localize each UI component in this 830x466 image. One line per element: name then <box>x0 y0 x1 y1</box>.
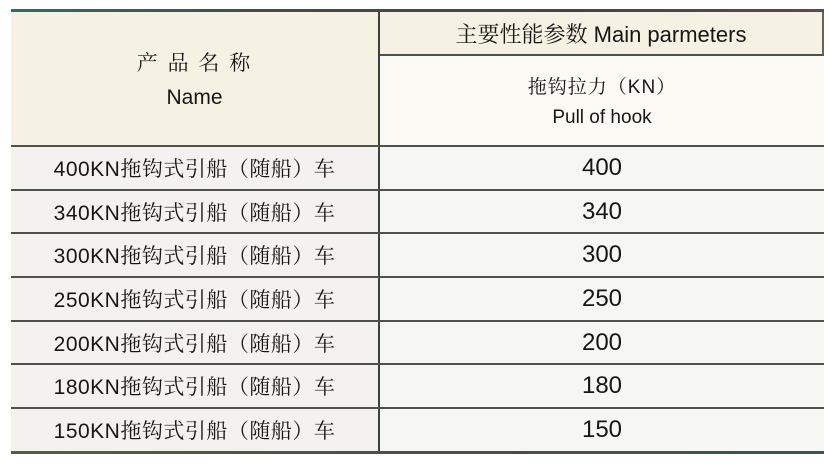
table-row <box>11 320 824 364</box>
product-name-cell: 340KN拖钩式引船（随船）车 <box>11 191 380 233</box>
product-name-header-cell <box>11 12 380 145</box>
pull-value-cell: 150 <box>380 409 824 451</box>
table-row <box>11 189 824 233</box>
pull-value-cell: 200 <box>380 322 824 364</box>
pull-value-cell: 250 <box>380 278 824 320</box>
product-name-header-zh: 产 品 名 称 <box>136 52 253 75</box>
pull-of-hook-header-zh: 拖钩拉力（KN） <box>527 77 677 98</box>
pull-value-cell: 400 <box>380 147 824 189</box>
table-row <box>11 145 824 189</box>
table-row <box>11 363 824 407</box>
product-name-header-en: Name <box>166 86 223 109</box>
table-row <box>11 276 824 320</box>
product-name-cell: 400KN拖钩式引船（随船）车 <box>11 147 380 189</box>
table-row <box>11 232 824 276</box>
table-row <box>11 407 824 451</box>
pull-of-hook-header-en: Pull of hook <box>552 107 652 128</box>
pull-of-hook-header-cell <box>380 56 824 145</box>
pull-value-cell: 180 <box>380 365 824 407</box>
main-parameters-header: 主要性能参数 Main parmeters <box>380 12 824 56</box>
table-header <box>11 9 824 145</box>
product-name-cell: 180KN拖钩式引船（随船）车 <box>11 365 380 407</box>
product-name-cell: 200KN拖钩式引船（随船）车 <box>11 322 380 364</box>
pull-value-cell: 340 <box>380 191 824 233</box>
product-name-cell: 150KN拖钩式引船（随船）车 <box>11 409 380 451</box>
product-name-cell: 300KN拖钩式引船（随船）车 <box>11 234 380 276</box>
product-spec-table <box>11 9 824 454</box>
table-body <box>11 145 824 454</box>
product-name-cell: 250KN拖钩式引船（随船）车 <box>11 278 380 320</box>
main-parameters-column-header <box>380 12 824 145</box>
pull-value-cell: 300 <box>380 234 824 276</box>
